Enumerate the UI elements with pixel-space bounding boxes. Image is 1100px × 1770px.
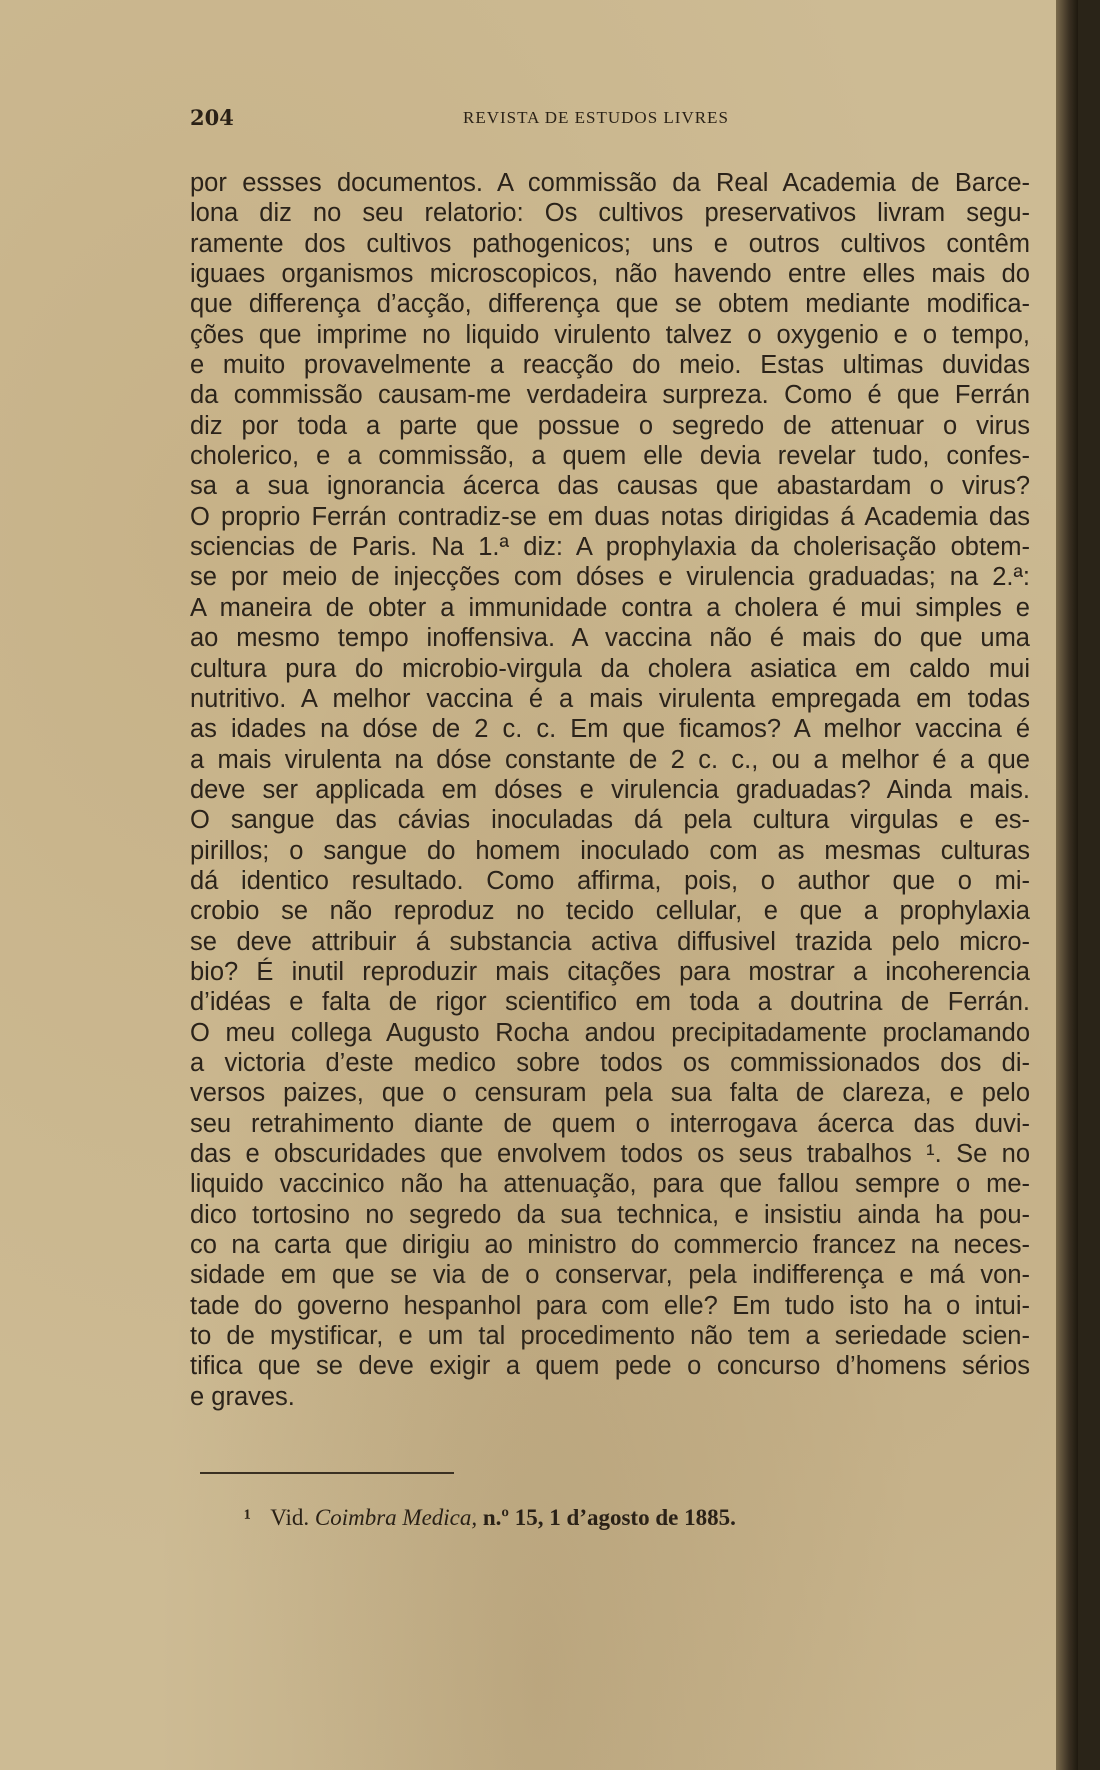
footnote-journal-title: Coimbra Medica, [314,1505,478,1530]
text-line: O proprio Ferrán contradiz-se em duas notas dirigidas á Academia das [190,502,1030,531]
footnote [244,1505,736,1531]
text-line: sa a sua ignorancia ácerca das causas que abastardam o virus? [190,472,1030,501]
text-line: a victoria d’este medico sobre todos os commissionados dos di- [190,1048,1030,1077]
text-line: bio? É inutil reproduzir mais citações para mostrar a incoherencia [190,957,1030,986]
text-line: lona diz no seu relatorio: Os cultivos preservativos livram segu- [190,199,1030,228]
text-line: dá identico resultado. Como affirma, pois, o author que o mi- [190,866,1030,895]
text-line: e graves. [190,1382,295,1411]
text-line: dico tortosino no segredo da sua technica, e insistiu ainda ha pou- [190,1200,1030,1229]
text-line: liquido vaccinico não ha attenuação, para que fallou sempre o me- [190,1170,1030,1199]
text-line: a mais virulenta na dóse constante de 2 c. c., ou a melhor é a que [190,745,1030,774]
text-line: to de mystificar, e um tal procedimento não tem a seriedade scien- [190,1322,1030,1351]
text-line: se por meio de injecções com dóses e virulencia graduadas; na 2.ª: [190,563,1030,592]
text-line: O sangue das cávias inoculadas dá pela cultura virgulas e es- [190,806,1030,835]
text-line: cultura pura do microbio-virgula da cholera asiatica em caldo mui [190,654,1030,683]
text-line: crobio se não reproduz no tecido cellular, e que a prophylaxia [190,897,1030,926]
text-line: das e obscuridades que envolvem todos os seus trabalhos ¹. Se no [190,1140,1030,1168]
text-line: diz por toda a parte que possue o segredo de attenuar o virus [190,411,1030,440]
text-line: da commissão causam-me verdadeira surpreza. Como é que Ferrán [190,381,1030,410]
text-line: pirillos; o sangue do homem inoculado com as mesmas culturas [190,836,1030,865]
text-line: nutritivo. A melhor vaccina é a mais virulenta empregada em todas [190,684,1030,713]
text-line: que differença d’acção, differença que se obtem mediante modifica- [190,290,1030,319]
text-line: tade do governo hespanhol para com elle? Em tudo isto ha o intui- [190,1291,1030,1320]
text-line: sidade em que se via de o conservar, pela indifferença e má von- [190,1261,1030,1290]
text-line: as idades na dóse de 2 c. c. Em que ficamos? A melhor vaccina é [190,715,1030,744]
text-line: sciencias de Paris. Na 1.ª diz: A prophylaxia da cholerisação obtem- [190,533,1030,562]
text-line: por essses documentos. A commissão da Real Academia de Barce- [190,169,1030,197]
footnote-prefix: Vid. [270,1505,310,1530]
footnote-marker: ¹ [244,1505,251,1530]
journal-title: REVISTA DE ESTUDOS LIVRES [463,108,729,127]
text-line: cholerico, e a commissão, a quem elle devia revelar tudo, confes- [190,442,1030,471]
text-line: deve ser applicada em dóses e virulencia graduadas? Ainda mais. [190,775,1030,804]
text-line: ramente dos cultivos pathogenicos; uns e outros cultivos contêm [190,229,1030,258]
text-line: d’idéas e falta de rigor scientifico em toda a doutrina de Ferrán. [190,988,1030,1017]
text-line: co na carta que dirigiu ao ministro do commercio francez na neces- [190,1231,1030,1260]
text-line: ao mesmo tempo inoffensiva. A vaccina não é mais do que uma [190,624,1030,653]
text-line: iguaes organismos microscopicos, não havendo entre elles mais do [190,260,1030,289]
text-line: ções que imprime no liquido virulento talvez o oxygenio e o tempo, [190,320,1030,349]
text-line: se deve attribuir á substancia activa diffusivel trazida pelo micro- [190,927,1030,956]
running-head [190,105,1030,129]
text-line: seu retrahimento diante de quem o interrogava ácerca das duvi- [190,1109,1030,1138]
body-text [190,168,1030,1412]
text-line: tifica que se deve exigir a quem pede o concurso d’homens sérios [190,1352,1030,1381]
footnote-issue-date: n.º 15, 1 d’agosto de 1885. [482,1505,736,1530]
page-number: 204 [190,105,234,130]
text-line: O meu collega Augusto Rocha andou precipitadamente proclamando [190,1018,1030,1047]
book-spine-shadow [1056,0,1078,1770]
text-line: e muito provavelmente a reacção do meio. Estas ultimas duvidas [190,351,1030,380]
footnote-rule [200,1472,454,1474]
text-line: A maneira de obter a immunidade contra a cholera é mui simples e [190,593,1030,622]
text-line: versos paizes, que o censuram pela sua falta de clareza, e pelo [190,1079,1030,1108]
